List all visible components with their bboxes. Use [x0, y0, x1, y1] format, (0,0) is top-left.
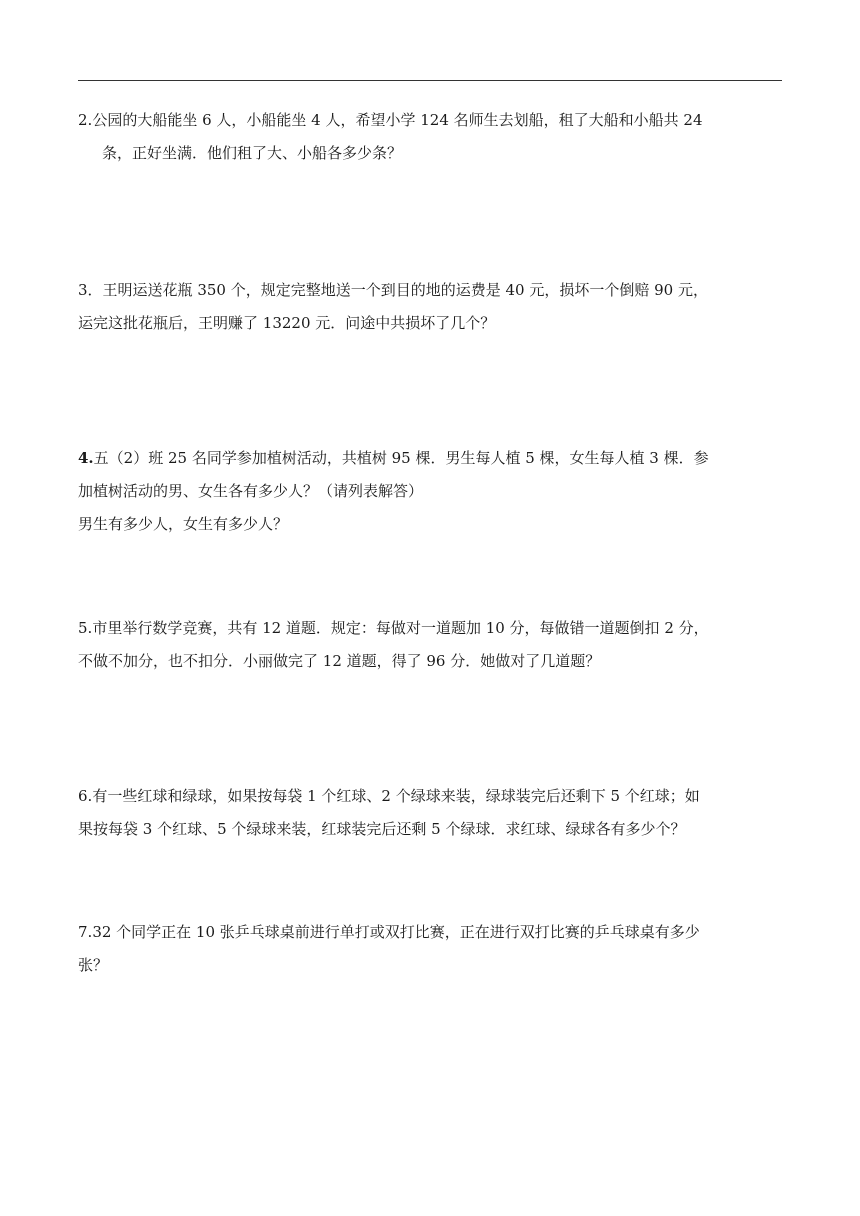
problem-line: 不做不加分，也不扣分．小丽做完了 12 道题，得了 96 分．她做对了几道题？: [78, 652, 601, 670]
problem-4: [78, 442, 784, 541]
problem-number: 7.: [78, 923, 93, 941]
problem-line: 加植树活动的男、女生各有多少人？（请列表解答）: [78, 482, 424, 500]
problem-line: 运完这批花瓶后，王明赚了 13220 元．问途中共损坏了几个？: [78, 314, 496, 332]
problem-line: [78, 916, 784, 949]
problem-text: 王明运送花瓶 350 个，规定完整地送一个到目的地的运费是 40 元，损坏一个倒赔 90 元，: [102, 281, 708, 299]
problem-number: 2.: [78, 111, 93, 129]
problem-line: [78, 274, 784, 307]
problem-line: 张？: [78, 956, 109, 974]
problem-line: [78, 612, 784, 645]
problem-subquestion: 男生有多少人，女生有多少人？: [78, 515, 289, 533]
problem-3: [78, 274, 784, 340]
problem-number: 6.: [78, 787, 93, 805]
problem-text: 有一些红球和绿球，如果按每袋 1 个红球、2 个绿球来装，绿球装完后还剩下 5 个红球；如: [92, 787, 700, 805]
problem-line: [78, 780, 784, 813]
problem-number: 4.: [78, 449, 94, 467]
problem-7: [78, 916, 784, 982]
header-rule: [78, 80, 782, 81]
problem-6: [78, 780, 784, 846]
problem-number: 3．: [78, 281, 103, 299]
problem-text: 公园的大船能坐 6 人，小船能坐 4 人，希望小学 124 名师生去划船，租了大船和小船共 24: [92, 111, 703, 129]
problem-text: 五（2）班 25 名同学参加植树活动，共植树 95 棵．男生每人植 5 棵，女生每人植 3 棵．参: [93, 449, 709, 467]
problem-text: 32 个同学正在 10 张乒乓球桌前进行单打或双打比赛，正在进行双打比赛的乒乓球桌有多少: [92, 923, 700, 941]
problem-5: [78, 612, 784, 678]
problem-text: 市里举行数学竞赛，共有 12 道题．规定：每做对一道题加 10 分，每做错一道题倒扣 2 分，: [92, 619, 709, 637]
problem-line: [78, 442, 784, 475]
problem-line: 条，正好坐满．他们租了大、小船各多少条？: [102, 144, 403, 162]
problem-line: 果按每袋 3 个红球、5 个绿球来装，红球装完后还剩 5 个绿球．求红球、绿球各有多少个？: [78, 820, 686, 838]
problem-number: 5.: [78, 619, 93, 637]
problem-2: [78, 104, 784, 170]
problem-line: [78, 104, 784, 137]
